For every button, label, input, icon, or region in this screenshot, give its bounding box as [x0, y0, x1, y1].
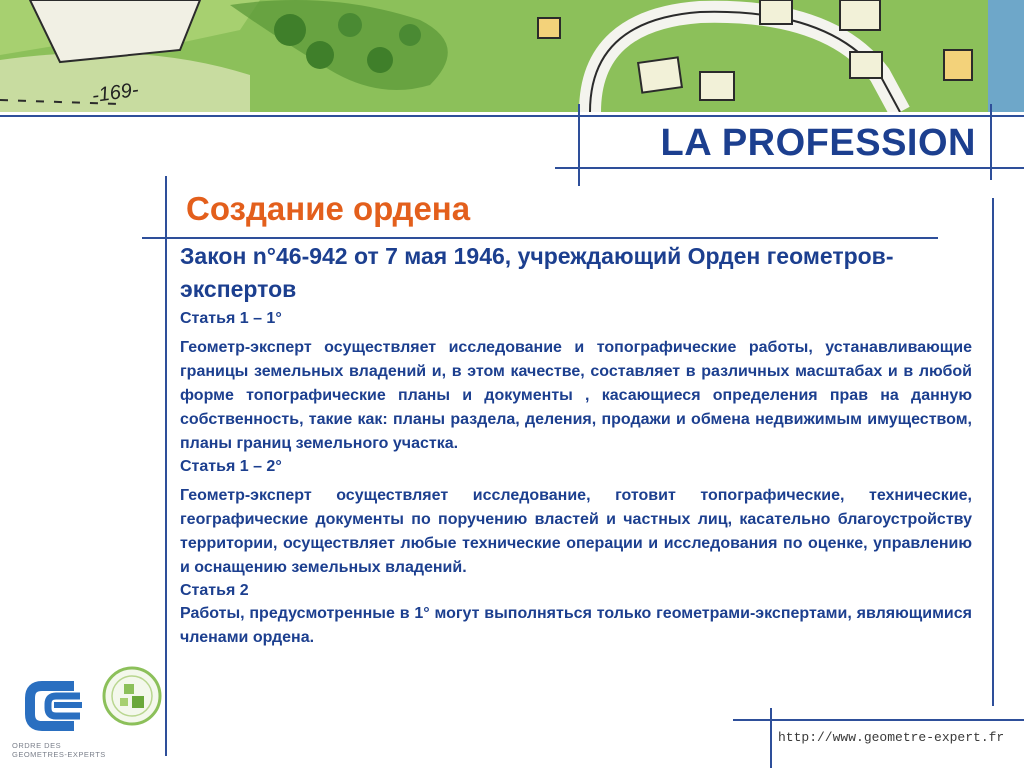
- article-text-2: Геометр-эксперт осуществляет исследование, готовит топографические, технические, географические документы по поручению властей и частных лиц, касательно благоустройству территории, осуществляет любые технические операции и исследования по оценке, управлению и оснащению земельных владений.: [180, 487, 972, 576]
- logo-caption-line1: ORDRE DES: [12, 741, 62, 750]
- section-title: LA PROFESSION: [660, 122, 976, 164]
- header-vrule-left: [578, 104, 580, 186]
- content-vrule-right: [992, 198, 994, 706]
- title-rule: [142, 237, 938, 239]
- header-rule-top: [0, 115, 1024, 117]
- header-rule-bottom: [555, 167, 1024, 169]
- logo-caption: [12, 741, 106, 759]
- footer-vrule: [770, 708, 772, 768]
- website-link[interactable]: http://www.geometre-expert.fr: [778, 730, 1005, 745]
- article-heading-1: Статья 1 – 1°: [180, 310, 282, 327]
- content-vrule-left: [165, 176, 167, 756]
- header-vrule-right: [990, 104, 992, 180]
- header-map-banner: [0, 0, 1024, 112]
- logo-caption-line2: GEOMETRES-EXPERTS: [12, 750, 106, 759]
- article-heading-2: Статья 1 – 2°: [180, 458, 282, 475]
- map-parcel-label: -169-: [90, 78, 140, 108]
- article-text-1: Геометр-эксперт осуществляет исследование и топографические работы, устанавливающие границы земельных владений и, в этом качестве, составляет в различных масштабах и в любой форме топографические планы и документы , касающиеся определения прав на данную собственность, такие как: планы раздела, деления, продажи и обмена недвижимым имуществом, планы границ земельного участка.: [180, 339, 972, 452]
- slide-content: [180, 240, 972, 650]
- slide-title: Создание ордена: [186, 190, 471, 227]
- footer-rule: [733, 719, 1024, 721]
- article-text-3: Работы, предусмотренные в 1° могут выполняться только геометрами-экспертами, являющимися членами ордена.: [180, 605, 972, 646]
- article-heading-3: Статья 2: [180, 582, 249, 599]
- law-subtitle: Закон n°46-942 от 7 мая 1946, учреждающий Орден геометров-экспертов: [180, 243, 894, 302]
